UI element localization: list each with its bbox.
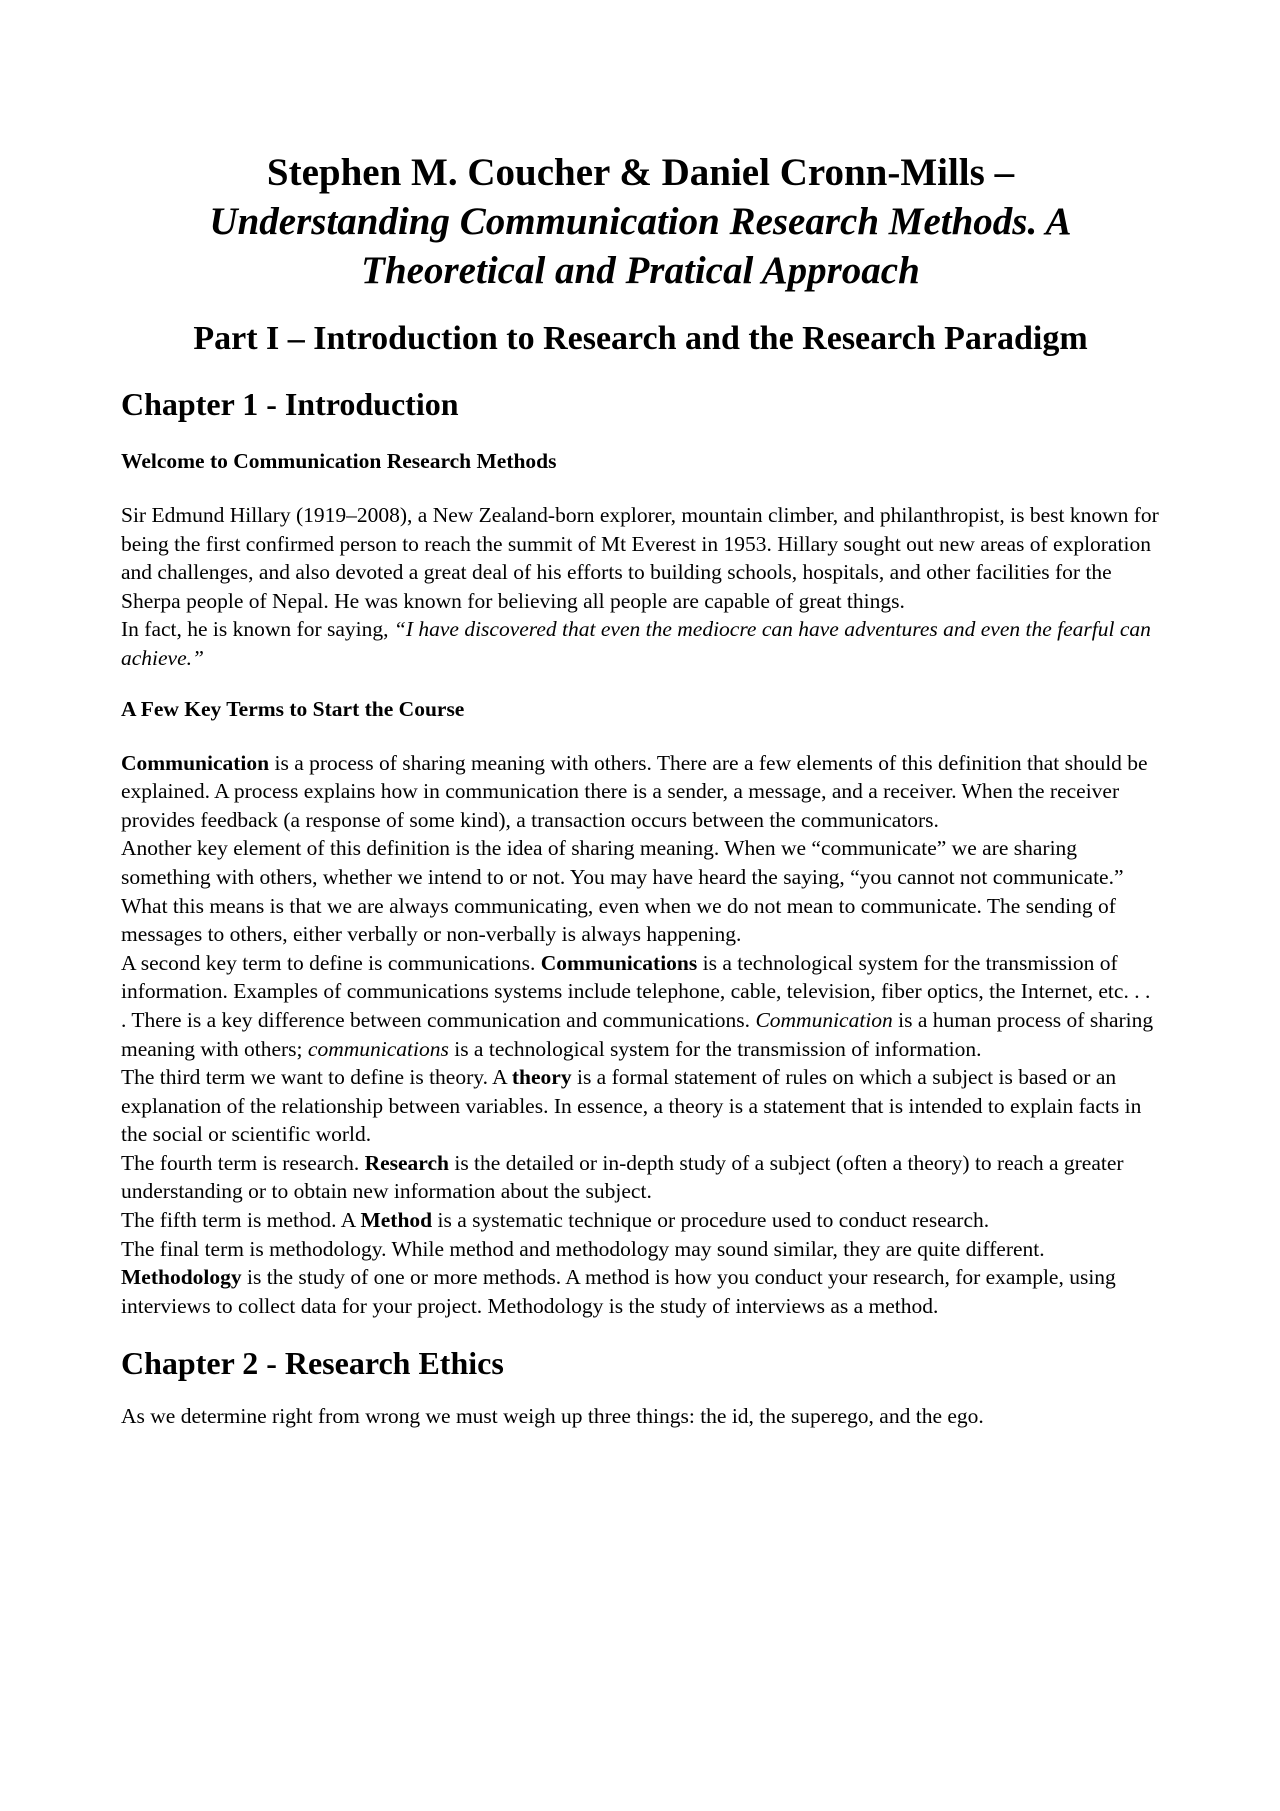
term-methodology: Methodology: [121, 1265, 242, 1290]
welcome-section-body: [121, 501, 1160, 673]
communication-definition-paragraph: [121, 749, 1160, 835]
hillary-quote: “I have discovered that even the mediocre can have adventures and even the fearful can achieve.”: [121, 617, 1151, 670]
theory-definition: is a formal statement of rules on which a subject is based or an explanation of the relationship between variables. In essence, a theory is a statement that is intended to explain facts in the social or scientific world.: [121, 1065, 1142, 1147]
sharing-meaning-paragraph: Another key element of this definition is the idea of sharing meaning. When we “communicate” we are sharing something with others, whether we intend to or not. You may have heard the saying, “you cannot not communicate.”: [121, 836, 1124, 889]
research-definition: is the detailed or in-depth study of a subject (often a theory) to reach a greater understanding or to obtain new information about the subject.: [121, 1150, 1124, 1204]
method-definition: is a systematic technique or procedure used to conduct research.: [432, 1208, 990, 1233]
communication-definition: is a process of sharing meaning with others. There are a few elements of this definition that should be explained. A process explains how in communication there is a sender, a message, and a receiver. When the receiver provides feedback (a response of some kind), a transaction occurs between the communicators.: [121, 750, 1148, 832]
ethics-paragraph: As we determine right from wrong we must weigh up three things: the id, the superego, and the ego.: [121, 1404, 984, 1429]
term-theory: theory: [511, 1065, 572, 1090]
communications-contrast: is a technological system for the transmission of information.: [448, 1036, 982, 1061]
communications-definition-paragraph: [121, 949, 1160, 1063]
communications-italic: communications: [307, 1036, 449, 1061]
term-method: Method: [360, 1208, 433, 1233]
key-terms-body: [121, 749, 1160, 1321]
theory-definition-paragraph: [121, 1063, 1160, 1149]
methodology-definition: is the study of one or more methods. A method is how you conduct your research, for example, using interviews to collect data for your project. Methodology is the study of interviews as a method.: [121, 1265, 1116, 1318]
hillary-quote-paragraph: [121, 615, 1160, 672]
book-title: Understanding Communication Research Methods. A Theoretical and Pratical Approach: [209, 200, 1072, 292]
method-lead: The fifth term is method. A: [121, 1208, 361, 1233]
methodology-lead: The final term is methodology. While method and methodology may sound similar, they are quite different.: [121, 1236, 1045, 1261]
communication-contrast: is a human process of sharing meaning with others;: [121, 1007, 1154, 1061]
term-research: Research: [364, 1150, 449, 1175]
welcome-section-heading: Welcome to Communication Research Methods: [121, 449, 557, 473]
key-terms-heading: A Few Key Terms to Start the Course: [121, 696, 465, 721]
chapter-2-heading: Chapter 2 - Research Ethics: [121, 1345, 504, 1382]
part-title: Part I – Introduction to Research and the Research Paradigm: [193, 320, 1088, 357]
communications-lead: A second key term to define is communications.: [121, 950, 541, 975]
hillary-paragraph: Sir Edmund Hillary (1919–2008), a New Zealand-born explorer, mountain climber, and philanthropist, is best known for being the first confirmed person to reach the summit of Mt Everest in 1953. Hillary sought out new areas of exploration and challenges, and also devoted a great deal of his efforts to building schools, hospitals, and other facilities for the Sherpa people of Nepal. He was known for believing all people are capable of great things.: [121, 503, 1159, 613]
methodology-definition-paragraph: [121, 1235, 1160, 1321]
document-authors: Stephen M. Coucher & Daniel Cronn-Mills –: [266, 151, 1015, 194]
term-communications: Communications: [540, 950, 698, 975]
document-title: [121, 148, 1160, 295]
communications-definition: is a technological system for the transmission of information. Examples of communications systems include telephone, cable, television, fiber optics, the Internet, etc. . . . There is a key difference between communication and communications.: [121, 950, 1151, 1032]
communication-italic: Communication: [755, 1007, 893, 1032]
research-lead: The fourth term is research.: [121, 1150, 365, 1175]
method-definition-paragraph: [121, 1206, 1160, 1235]
theory-lead: The third term we want to define is theory. A: [121, 1065, 512, 1090]
term-communication: Communication: [121, 750, 270, 775]
quote-lead: In fact, he is known for saying,: [121, 617, 394, 642]
chapter-2-body: [121, 1402, 1160, 1431]
research-definition-paragraph: [121, 1149, 1160, 1206]
chapter-1-heading: Chapter 1 - Introduction: [121, 386, 459, 422]
always-communicating-paragraph: What this means is that we are always communicating, even when we do not mean to communicate. The sending of messages to others, either verbally or non-verbally is always happening.: [121, 893, 1116, 947]
